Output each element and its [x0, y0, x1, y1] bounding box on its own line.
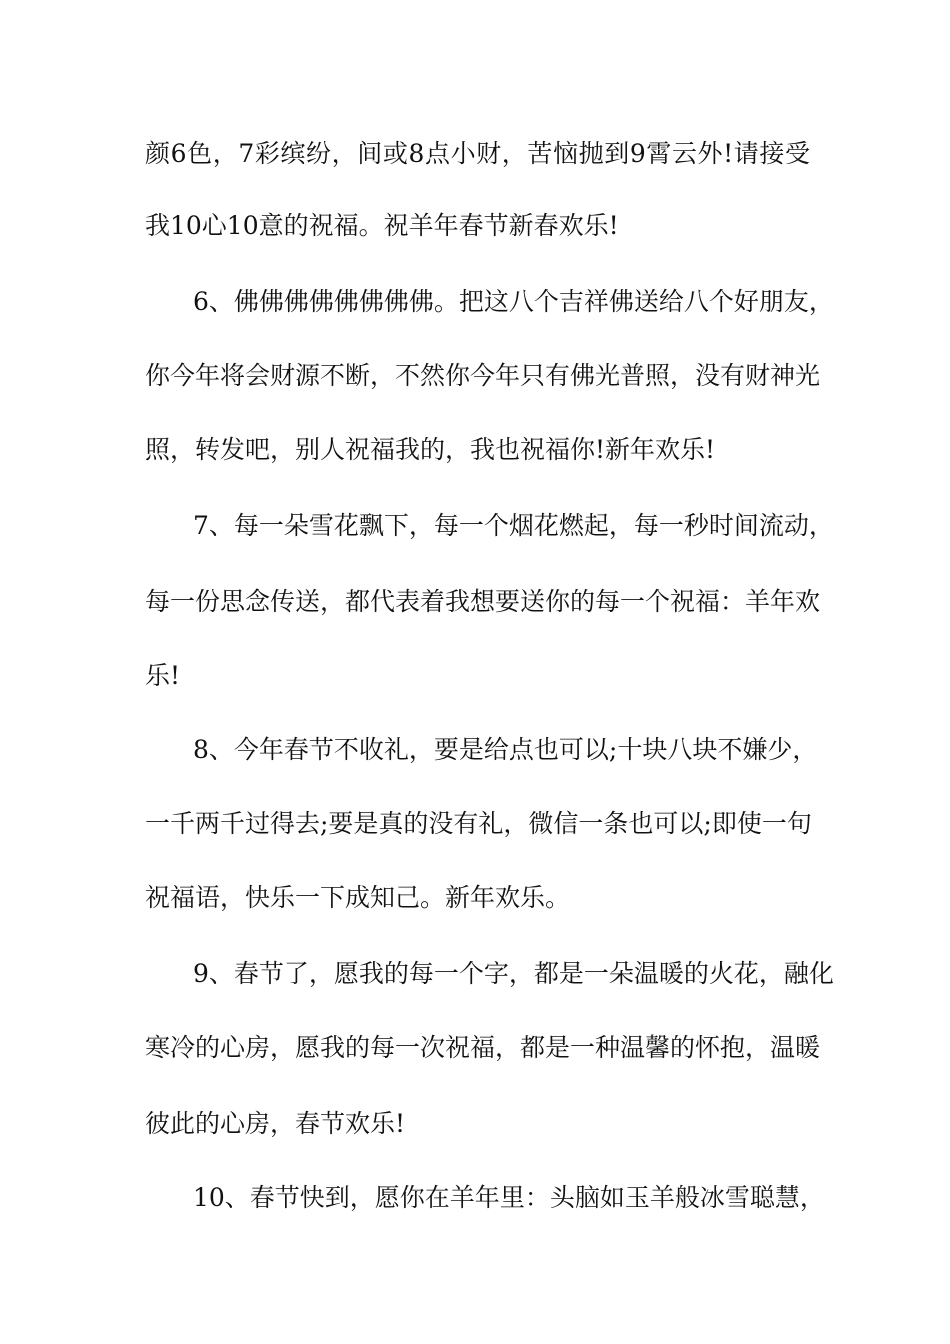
text-line: 照，转发吧，别人祝福我的，我也祝福你!新年欢乐! [145, 435, 716, 464]
text-line: 我10心10意的祝福。祝羊年春节新春欢乐! [145, 211, 619, 240]
paragraph-start-line: 7、每一朵雪花飘下，每一个烟花燃起，每一秒时间流动， [193, 511, 834, 540]
paragraph-start-line: 6、佛佛佛佛佛佛佛佛。把这八个吉祥佛送给八个好朋友， [193, 287, 834, 316]
paragraph-start-line: 9、春节了，愿我的每一个字，都是一朵温暖的火花，融化 [193, 959, 834, 988]
paragraph-start-line: 10、春节快到，愿你在羊年里：头脑如玉羊般冰雪聪慧， [193, 1183, 825, 1212]
text-line: 颜6色，7彩缤纷，间或8点小财，苦恼抛到9霄云外!请接受 [145, 139, 810, 168]
paragraph-start-line: 8、今年春节不收礼，要是给点也可以;十块八块不嫌少， [193, 735, 818, 764]
text-line: 你今年将会财源不断，不然你今年只有佛光普照，没有财神光 [145, 361, 821, 390]
text-line: 寒冷的心房，愿我的每一次祝福，都是一种温馨的怀抱，温暖 [145, 1033, 821, 1062]
text-line: 乐! [145, 661, 181, 690]
text-line: 每一份思念传送，都代表着我想要送你的每一个祝福：羊年欢 [145, 587, 821, 616]
text-line: 彼此的心房，春节欢乐! [145, 1109, 406, 1138]
text-line: 祝福语，快乐一下成知己。新年欢乐。 [145, 883, 571, 912]
text-line: 一千两千过得去;要是真的没有礼，微信一条也可以;即使一句 [145, 809, 812, 838]
